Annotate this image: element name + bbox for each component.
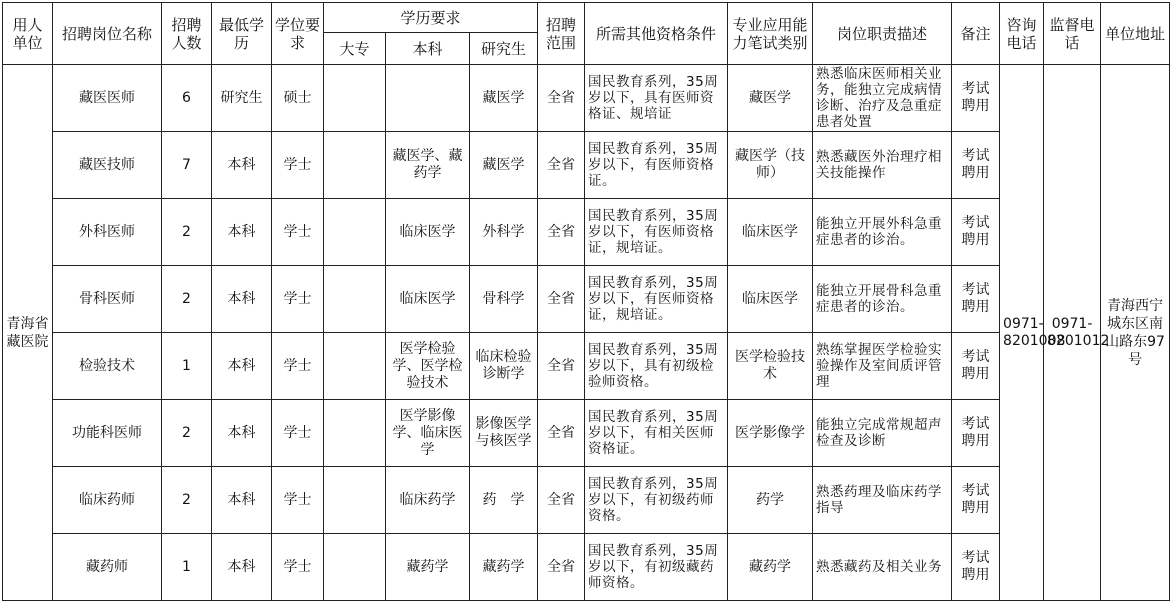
col-count: 招聘人数 [162, 3, 212, 65]
duty-cell: 熟悉藏药及相关业务 [813, 534, 952, 601]
min-edu-cell: 研究生 [212, 65, 272, 132]
employer-unit-cell: 青海省藏医院 [3, 65, 53, 601]
count-cell: 1 [162, 333, 212, 400]
other-req-cell: 国民教育系列，35周岁以下，有初级药师资格。 [585, 467, 728, 534]
duty-cell: 熟练掌握医学检验实验操作及室间质评管理 [813, 333, 952, 400]
duty-cell: 能独立开展骨科急重症患者的诊治。 [813, 266, 952, 333]
graduate-cell: 临床检验诊断学 [470, 333, 538, 400]
junior-college-cell [324, 333, 386, 400]
exam-type-cell: 医学检验技术 [728, 333, 813, 400]
table-row [3, 400, 1170, 467]
duty-cell: 能独立开展外科急重症患者的诊治。 [813, 199, 952, 266]
graduate-cell: 药 学 [470, 467, 538, 534]
duty-cell: 熟悉藏医外治理疗相关技能操作 [813, 132, 952, 199]
junior-college-cell [324, 534, 386, 601]
position-cell: 藏医医师 [53, 65, 162, 132]
count-cell: 1 [162, 534, 212, 601]
remark-cell: 考试聘用 [952, 400, 1000, 467]
col-min-edu: 最低学历 [212, 3, 272, 65]
graduate-cell: 影像医学与核医学 [470, 400, 538, 467]
min-edu-cell: 本科 [212, 467, 272, 534]
col-position: 招聘岗位名称 [53, 3, 162, 65]
exam-type-cell: 药学 [728, 467, 813, 534]
scope-cell: 全省 [538, 534, 585, 601]
table-header [3, 3, 1170, 65]
scope-cell: 全省 [538, 65, 585, 132]
min-edu-cell: 本科 [212, 266, 272, 333]
exam-type-cell: 藏药学 [728, 534, 813, 601]
degree-cell: 硕士 [272, 65, 324, 132]
degree-cell: 学士 [272, 400, 324, 467]
consult-phone-cell: 0971-8201008 [1000, 65, 1044, 601]
scope-cell: 全省 [538, 266, 585, 333]
remark-cell: 考试聘用 [952, 266, 1000, 333]
col-junior-college: 大专 [324, 33, 386, 65]
graduate-cell: 外科学 [470, 199, 538, 266]
other-req-cell: 国民教育系列，35周岁以下，有初级藏药师资格。 [585, 534, 728, 601]
graduate-cell: 藏医学 [470, 65, 538, 132]
recruitment-table [2, 2, 1170, 601]
degree-cell: 学士 [272, 467, 324, 534]
junior-college-cell [324, 132, 386, 199]
position-cell: 藏药师 [53, 534, 162, 601]
table-row [3, 534, 1170, 601]
count-cell: 2 [162, 199, 212, 266]
col-scope: 招聘范围 [538, 3, 585, 65]
exam-type-cell: 临床医学 [728, 266, 813, 333]
position-cell: 功能科医师 [53, 400, 162, 467]
col-address: 单位地址 [1101, 3, 1170, 65]
remark-cell: 考试聘用 [952, 467, 1000, 534]
count-cell: 7 [162, 132, 212, 199]
col-duty: 岗位职责描述 [813, 3, 952, 65]
min-edu-cell: 本科 [212, 333, 272, 400]
exam-type-cell: 医学影像学 [728, 400, 813, 467]
supervise-phone-cell: 0971-8201012 [1044, 65, 1101, 601]
position-cell: 骨科医师 [53, 266, 162, 333]
graduate-cell: 藏药学 [470, 534, 538, 601]
undergrad-cell: 临床药学 [386, 467, 470, 534]
col-supervise-phone: 监督电话 [1044, 3, 1101, 65]
count-cell: 6 [162, 65, 212, 132]
junior-college-cell [324, 266, 386, 333]
exam-type-cell: 藏医学 [728, 65, 813, 132]
min-edu-cell: 本科 [212, 534, 272, 601]
undergrad-cell: 藏医学、藏药学 [386, 132, 470, 199]
col-employer-unit: 用人单位 [3, 3, 53, 65]
min-edu-cell: 本科 [212, 199, 272, 266]
remark-cell: 考试聘用 [952, 333, 1000, 400]
other-req-cell: 国民教育系列，35周岁以下，具有初级检验师资格。 [585, 333, 728, 400]
min-edu-cell: 本科 [212, 132, 272, 199]
col-exam-type: 专业应用能力笔试类别 [728, 3, 813, 65]
scope-cell: 全省 [538, 400, 585, 467]
table-row [3, 333, 1170, 400]
table-row [3, 199, 1170, 266]
other-req-cell: 国民教育系列，35周岁以下，有医师资格证。 [585, 132, 728, 199]
exam-type-cell: 藏医学（技师） [728, 132, 813, 199]
scope-cell: 全省 [538, 467, 585, 534]
table-body [3, 65, 1170, 601]
col-other-req: 所需其他资格条件 [585, 3, 728, 65]
junior-college-cell [324, 467, 386, 534]
scope-cell: 全省 [538, 132, 585, 199]
duty-cell: 熟悉药理及临床药学指导 [813, 467, 952, 534]
col-graduate: 研究生 [470, 33, 538, 65]
degree-cell: 学士 [272, 266, 324, 333]
position-cell: 外科医师 [53, 199, 162, 266]
col-degree: 学位要求 [272, 3, 324, 65]
address-cell: 青海西宁城东区南山路东97号 [1101, 65, 1170, 601]
undergrad-cell: 医学影像学、临床医学 [386, 400, 470, 467]
table-row [3, 132, 1170, 199]
remark-cell: 考试聘用 [952, 199, 1000, 266]
position-cell: 藏医技师 [53, 132, 162, 199]
scope-cell: 全省 [538, 333, 585, 400]
junior-college-cell [324, 400, 386, 467]
count-cell: 2 [162, 266, 212, 333]
remark-cell: 考试聘用 [952, 132, 1000, 199]
position-cell: 临床药师 [53, 467, 162, 534]
degree-cell: 学士 [272, 534, 324, 601]
remark-cell: 考试聘用 [952, 65, 1000, 132]
col-edu-req: 学历要求 [324, 3, 538, 33]
junior-college-cell [324, 199, 386, 266]
col-remark: 备注 [952, 3, 1000, 65]
graduate-cell: 藏医学 [470, 132, 538, 199]
other-req-cell: 国民教育系列，35周岁以下，有医师资格证，规培证。 [585, 266, 728, 333]
graduate-cell: 骨科学 [470, 266, 538, 333]
position-cell: 检验技术 [53, 333, 162, 400]
junior-college-cell [324, 65, 386, 132]
table-row [3, 266, 1170, 333]
other-req-cell: 国民教育系列，35周岁以下，有相关医师资格证。 [585, 400, 728, 467]
col-undergrad: 本科 [386, 33, 470, 65]
count-cell: 2 [162, 400, 212, 467]
table-row [3, 65, 1170, 132]
undergrad-cell: 临床医学 [386, 199, 470, 266]
min-edu-cell: 本科 [212, 400, 272, 467]
undergrad-cell [386, 65, 470, 132]
exam-type-cell: 临床医学 [728, 199, 813, 266]
undergrad-cell: 临床医学 [386, 266, 470, 333]
degree-cell: 学士 [272, 199, 324, 266]
duty-cell: 熟悉临床医师相关业务，能独立完成病情诊断、治疗及急重症患者处置 [813, 65, 952, 132]
remark-cell: 考试聘用 [952, 534, 1000, 601]
other-req-cell: 国民教育系列，35周岁以下，有医师资格证，规培证。 [585, 199, 728, 266]
undergrad-cell: 藏药学 [386, 534, 470, 601]
table-row [3, 467, 1170, 534]
count-cell: 2 [162, 467, 212, 534]
scope-cell: 全省 [538, 199, 585, 266]
degree-cell: 学士 [272, 333, 324, 400]
col-consult-phone: 咨询电话 [1000, 3, 1044, 65]
other-req-cell: 国民教育系列，35周岁以下，具有医师资格证、规培证 [585, 65, 728, 132]
duty-cell: 能独立完成常规超声检查及诊断 [813, 400, 952, 467]
undergrad-cell: 医学检验学、医学检验技术 [386, 333, 470, 400]
degree-cell: 学士 [272, 132, 324, 199]
